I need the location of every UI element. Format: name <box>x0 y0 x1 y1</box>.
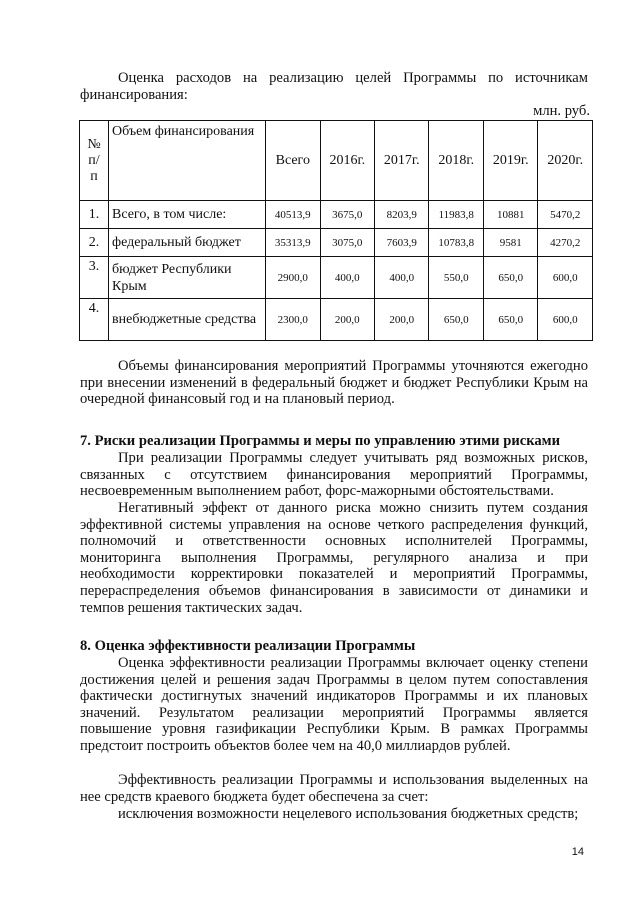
row-2018: 11983,8 <box>429 201 484 229</box>
row-name: федеральный бюджет <box>109 229 266 257</box>
row-num: 1. <box>80 201 109 229</box>
row-2017: 8203,9 <box>375 201 429 229</box>
row-2016: 200,0 <box>320 299 374 341</box>
page-number: 14 <box>571 846 584 858</box>
intro-paragraph: Оценка расходов на реализацию целей Программы по источникам финансирования: <box>80 70 588 103</box>
row-2018: 550,0 <box>429 257 484 299</box>
section-7-paragraph-2: Негативный эффект от данного риска можно снизить путем создания эффективной системы управления на основе четкого распределения функций, полномочий и ответственности основных исполнителей Программы, мониторинга выполнения Программы, регулярного анализа и при необходимости корректировки показателей и мероприятий Программы, перераспределения объемов финансирования в зависимости от динамики и темпов решения тактических задач. <box>80 500 588 616</box>
header-name: Объем финансирования <box>109 121 266 201</box>
table-row <box>80 257 593 299</box>
row-2019: 10881 <box>484 201 538 229</box>
table-row <box>80 299 593 341</box>
row-2019: 9581 <box>484 229 538 257</box>
row-name: внебюджетные средства <box>109 299 266 341</box>
section-8-paragraph-2: Эффективность реализации Программы и использования выделенных на нее средств краевого бюджета будет обеспечена за счет: <box>80 772 588 805</box>
section-7-paragraph-1: При реализации Программы следует учитывать ряд возможных рисков, связанных с отсутствием финансирования мероприятий Программы, несвоевременным выполнением работ, форс-мажорными обстоятельствами. <box>80 450 588 500</box>
row-2016: 3675,0 <box>320 201 374 229</box>
row-total: 40513,9 <box>266 201 321 229</box>
section-8-paragraph-3: исключения возможности нецелевого использования бюджетных средств; <box>118 806 579 822</box>
row-total: 2300,0 <box>266 299 321 341</box>
financing-table <box>79 120 593 341</box>
header-num: № п/ п <box>80 121 109 201</box>
section-8-paragraph-1: Оценка эффективности реализации Программы включает оценку степени достижения целей и решения задач Программы в целом путем сопоставления фактически достигнутых значений индикаторов Программы и их плановых значений. Результатом реализации мероприятий Программы является повышение уровня газификации Республики Крым. В рамках Программы предстоит построить объектов более чем на 40,0 миллиардов рублей. <box>80 655 588 754</box>
volumes-paragraph: Объемы финансирования мероприятий Программы уточняются ежегодно при внесении изменений в федеральный бюджет и бюджет Республики Крым на очередной финансовый год и на плановый период. <box>80 358 588 408</box>
row-2017: 200,0 <box>375 299 429 341</box>
row-2017: 400,0 <box>375 257 429 299</box>
row-2016: 3075,0 <box>320 229 374 257</box>
header-2016: 2016г. <box>320 121 374 201</box>
row-2018: 10783,8 <box>429 229 484 257</box>
row-num: 3. <box>80 257 109 299</box>
row-2020: 5470,2 <box>538 201 593 229</box>
row-name: бюджет Республики Крым <box>109 257 266 299</box>
section-8-title: 8. Оценка эффективности реализации Программы <box>80 638 416 654</box>
row-2018: 650,0 <box>429 299 484 341</box>
row-2019: 650,0 <box>484 299 538 341</box>
header-2018: 2018г. <box>429 121 484 201</box>
header-total: Всего <box>266 121 321 201</box>
section-7-title: 7. Риски реализации Программы и меры по управлению этими рисками <box>80 433 561 449</box>
units-label: млн. руб. <box>533 103 590 119</box>
row-2019: 650,0 <box>484 257 538 299</box>
row-total: 2900,0 <box>266 257 321 299</box>
row-total: 35313,9 <box>266 229 321 257</box>
row-2020: 600,0 <box>538 257 593 299</box>
table-row <box>80 229 593 257</box>
header-2017: 2017г. <box>375 121 429 201</box>
table-header-row <box>80 121 593 201</box>
header-2020: 2020г. <box>538 121 593 201</box>
row-num: 4. <box>80 299 109 341</box>
row-name: Всего, в том числе: <box>109 201 266 229</box>
row-2020: 4270,2 <box>538 229 593 257</box>
row-2020: 600,0 <box>538 299 593 341</box>
row-2016: 400,0 <box>320 257 374 299</box>
row-num: 2. <box>80 229 109 257</box>
header-2019: 2019г. <box>484 121 538 201</box>
table-row <box>80 201 593 229</box>
row-2017: 7603,9 <box>375 229 429 257</box>
